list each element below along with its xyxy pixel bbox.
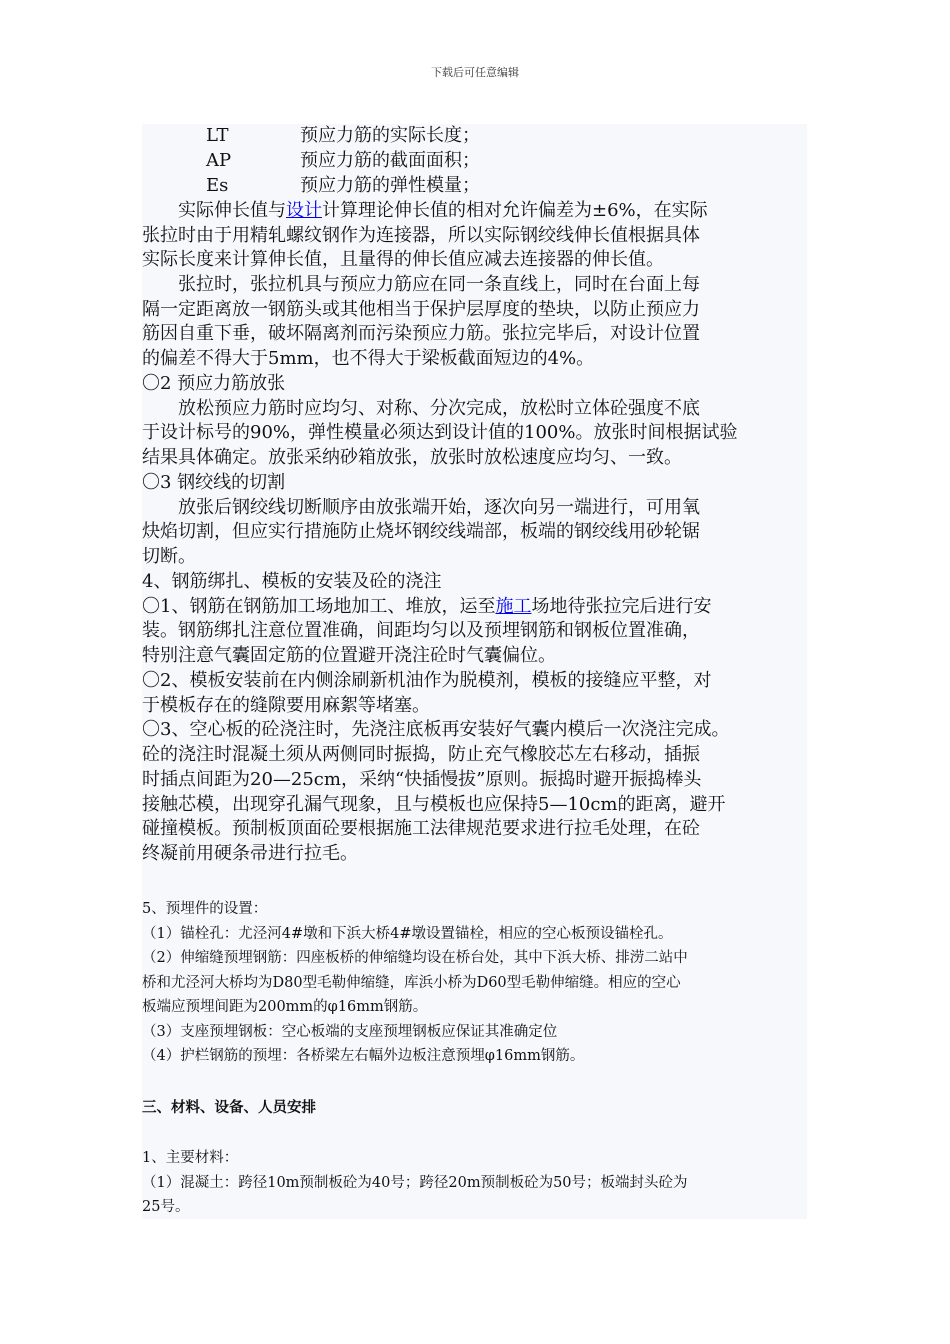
paragraph-line: 接触芯模，出现穿孔漏气现象，且与模板也应保持5—10cm的距离，避开 bbox=[142, 794, 726, 815]
paragraph-line: 碰撞模板。预制板顶面砼要根据施工法律规范要求进行拉毛处理，在砼 bbox=[142, 818, 700, 839]
construction-link[interactable]: 施工 bbox=[495, 596, 532, 617]
paragraph-line: 的偏差不得大于5mm，也不得大于梁板截面短边的4%。 bbox=[142, 348, 595, 369]
chapter-heading: 三、材料、设备、人员安排 bbox=[142, 1099, 316, 1116]
var-symbol-lt: LT bbox=[206, 125, 229, 146]
paragraph-line: 隔一定距离放一钢筋头或其他相当于保护层厚度的垫块，以防止预应力 bbox=[142, 299, 700, 320]
paragraph-line: 板端应预埋间距为200mm的φ16mm钢筋。 bbox=[142, 999, 428, 1015]
paragraph-line: （3）支座预埋钢板：空心板端的支座预埋钢板应保证其准确定位 bbox=[142, 1024, 558, 1040]
paragraph-line: 时插点间距为20—25cm，采纳“快插慢拔”原则。振捣时避开振捣棒头 bbox=[142, 769, 702, 790]
paragraph-line: （4）护栏钢筋的预埋：各桥梁左右幅外边板注意预埋φ16mm钢筋。 bbox=[142, 1048, 585, 1064]
paragraph-line: 25号。 bbox=[142, 1199, 190, 1215]
paragraph-line: 切断。 bbox=[142, 546, 196, 567]
section-heading: 〇3 钢绞线的切割 bbox=[142, 472, 286, 493]
paragraph-line: 于设计标号的90%，弹性模量必须达到设计值的100%。放张时间根据试验 bbox=[142, 422, 738, 443]
paragraph-line: 实际伸长值与设计计算理论伸长值的相对允许偏差为±6%，在实际 bbox=[142, 200, 708, 221]
design-link[interactable]: 设计 bbox=[286, 200, 322, 221]
paragraph-line: 放张后钢绞线切断顺序由放张端开始，逐次向另一端进行，可用氧 bbox=[142, 497, 700, 518]
paragraph-line: 于模板存在的缝隙要用麻絮等堵塞。 bbox=[142, 695, 430, 716]
page-header: 下载后可任意编辑 bbox=[431, 66, 519, 79]
paragraph-line: 装。钢筋绑扎注意位置准确，间距均匀以及预埋钢筋和钢板位置准确， bbox=[142, 620, 700, 641]
paragraph-line: 特别注意气囊固定筋的位置避开浇注砼时气囊偏位。 bbox=[142, 645, 556, 666]
section-heading: 4、钢筋绑扎、模板的安装及砼的浇注 bbox=[142, 571, 442, 592]
paragraph-line: 桥和尤泾河大桥均为D80型毛勒伸缩缝，库浜小桥为D60型毛勒伸缩缝。相应的空心 bbox=[142, 975, 681, 991]
paragraph-line: 终凝前用硬条帚进行拉毛。 bbox=[142, 843, 358, 864]
var-desc-lt: 预应力筋的实际长度； bbox=[300, 125, 480, 146]
paragraph-line: 放松预应力筋时应均匀、对称、分次完成，放松时立体砼强度不底 bbox=[142, 398, 700, 419]
paragraph-line: （2）伸缩缝预埋钢筋：四座板桥的伸缩缝均设在桥台处，其中下浜大桥、排涝二站中 bbox=[142, 950, 688, 966]
var-symbol-ap: AP bbox=[206, 150, 232, 171]
var-desc-ap: 预应力筋的截面面积； bbox=[300, 150, 480, 171]
paragraph-line: 〇1、钢筋在钢筋加工场地加工、堆放，运至施工场地待张拉完后进行安 bbox=[142, 596, 712, 617]
section-heading: 5、预埋件的设置： bbox=[142, 901, 268, 917]
paragraph-line: （1）锚栓孔：尤泾河4#墩和下浜大桥4#墩设置锚栓，相应的空心板预设锚栓孔。 bbox=[142, 926, 673, 942]
paragraph-line: 筋因自重下垂，破坏隔离剂而污染预应力筋。张拉完毕后，对设计位置 bbox=[142, 323, 700, 344]
section-heading: 1、主要材料： bbox=[142, 1150, 239, 1166]
paragraph-line: 砼的浇注时混凝土须从两侧同时振捣，防止充气橡胶芯左右移动，插振 bbox=[142, 744, 700, 765]
var-symbol-es: Es bbox=[206, 175, 229, 196]
paragraph-line: 张拉时由于用精轧螺纹钢作为连接器，所以实际钢绞线伸长值根据具体 bbox=[142, 225, 700, 246]
var-desc-es: 预应力筋的弹性模量； bbox=[300, 175, 480, 196]
paragraph-line: 炔焰切割，但应实行措施防止烧坏钢绞线端部，板端的钢绞线用砂轮锯 bbox=[142, 521, 700, 542]
paragraph-line: 结果具体确定。放张采纳砂箱放张，放张时放松速度应均匀、一致。 bbox=[142, 447, 682, 468]
paragraph-line: 张拉时，张拉机具与预应力筋应在同一条直线上，同时在台面上每 bbox=[142, 274, 700, 295]
paragraph-line: 实际长度来计算伸长值，且量得的伸长值应减去连接器的伸长值。 bbox=[142, 249, 664, 270]
paragraph-line: （1）混凝土：跨径10m预制板砼为40号；跨径20m预制板砼为50号；板端封头砼为 bbox=[142, 1175, 688, 1191]
section-heading: 〇2 预应力筋放张 bbox=[142, 373, 286, 394]
paragraph-line: 〇2、模板安装前在内侧涂刷新机油作为脱模剂，模板的接缝应平整，对 bbox=[142, 670, 712, 691]
paragraph-line: 〇3、空心板的砼浇注时，先浇注底板再安装好气囊内模后一次浇注完成。 bbox=[142, 719, 730, 740]
